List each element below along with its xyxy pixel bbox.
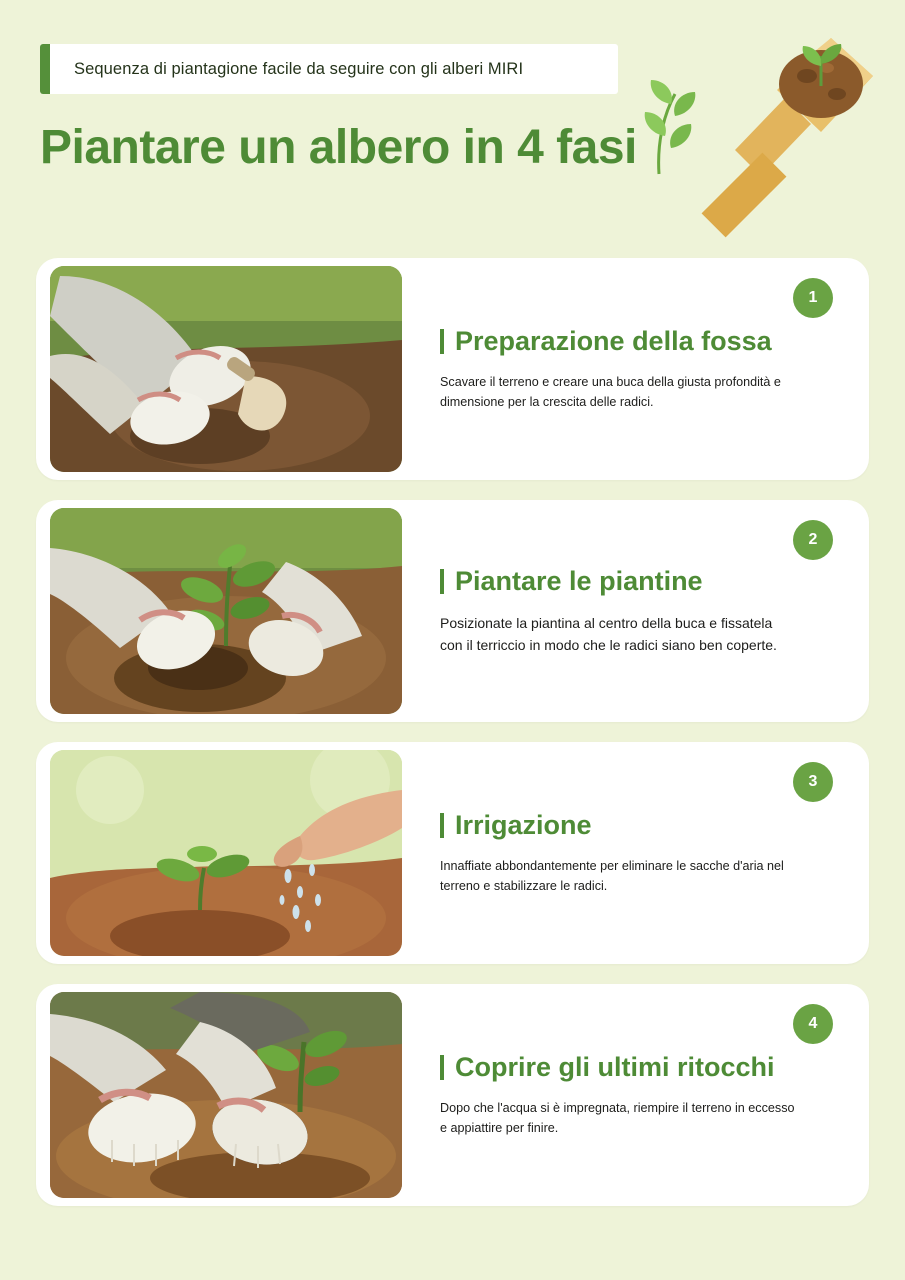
step-title-text-4: Coprire gli ultimi ritocchi bbox=[455, 1051, 775, 1082]
step-body-2 bbox=[402, 514, 855, 708]
page-header bbox=[0, 0, 905, 258]
step-image-4 bbox=[50, 992, 402, 1198]
subtitle-accent-bar bbox=[40, 44, 50, 94]
step-image-3 bbox=[50, 750, 402, 956]
step-badge-2: 2 bbox=[793, 520, 833, 560]
step-badge-4: 4 bbox=[793, 1004, 833, 1044]
step-description-1: Scavare il terreno e creare una buca della giusta profondità e dimensione per la crescita delle radici. bbox=[440, 374, 781, 409]
step-description-2: Posizionate la piantina al centro della buca e fissatela con il terriccio in modo che le radici siano ben coperte. bbox=[440, 614, 777, 653]
step-title-text-2: Piantare le piantine bbox=[455, 565, 703, 596]
step-title-1 bbox=[440, 326, 795, 357]
steps-list bbox=[0, 258, 905, 1206]
step-body-4 bbox=[402, 998, 855, 1192]
subtitle-banner bbox=[40, 44, 618, 94]
step-title-3 bbox=[440, 810, 795, 841]
page-title: Piantare un albero in 4 fasi bbox=[40, 121, 637, 174]
title-accent-bar-icon bbox=[440, 1055, 444, 1080]
step-card-1 bbox=[36, 258, 869, 480]
step-body-1 bbox=[402, 272, 855, 466]
step-card-4 bbox=[36, 984, 869, 1206]
subtitle-text: Sequenza di piantagione facile da seguire con gli alberi MIRI bbox=[74, 59, 524, 78]
step-image-1 bbox=[50, 266, 402, 472]
title-accent-bar-icon bbox=[440, 569, 444, 594]
step-card-2 bbox=[36, 500, 869, 722]
step-card-3 bbox=[36, 742, 869, 964]
step-badge-1: 1 bbox=[793, 278, 833, 318]
step-description-3: Innaffiate abbondantemente per eliminare le sacche d'aria nel terreno e stabilizzare le radici. bbox=[440, 858, 784, 893]
step-image-2 bbox=[50, 508, 402, 714]
step-title-2 bbox=[440, 566, 795, 597]
seedling-icon bbox=[803, 44, 842, 86]
step-title-text-1: Preparazione della fossa bbox=[455, 325, 772, 356]
step-title-4 bbox=[440, 1052, 795, 1083]
step-body-3 bbox=[402, 756, 855, 950]
title-accent-bar-icon bbox=[440, 813, 444, 838]
step-title-text-3: Irrigazione bbox=[455, 809, 592, 840]
step-description-4: Dopo che l'acqua si è impregnata, riempire il terreno in eccesso e appiattire per finire. bbox=[440, 1100, 795, 1135]
step-badge-3: 3 bbox=[793, 762, 833, 802]
title-accent-bar-icon bbox=[440, 329, 444, 354]
